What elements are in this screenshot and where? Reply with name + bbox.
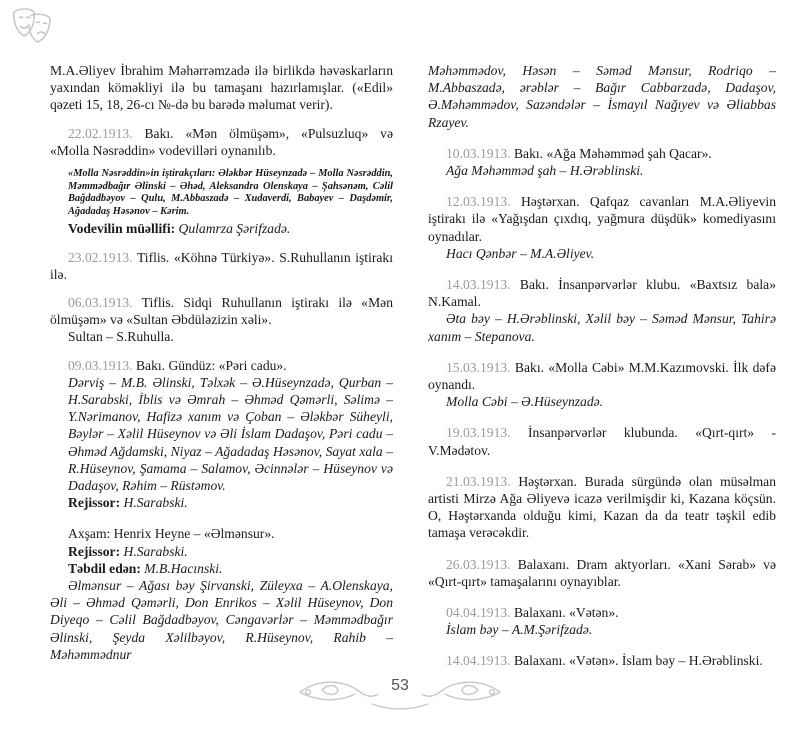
entry-date: 06.03.1913.: [68, 295, 133, 310]
entry-paragraph: [428, 359, 776, 393]
cast-list: Əlmənsur – Ağası bəy Şirvanski, Züleyxa – A.Olenskaya, Əli – Əhməd Qəmərli, Don Enrikos – Xəlil Hüseynov, Don Diyeqo – Cəlil Bağdadbəyov, Cəngavərlər – Məmmədbağır Əlinski, Şeyda Xəlilbəyov, R.Hüseynov, Rahib – Məhəmmədnur: [50, 578, 393, 662]
entry-paragraph: [428, 424, 776, 458]
cast-list: Əta bəy – H.Ərəblinski, Xəlil bəy – Səməd Mənsur, Tahirə xanım – Stepanova.: [428, 311, 776, 344]
entry-text: Bakı. Gündüz: «Pəri cadu».: [132, 357, 287, 373]
entry-text: Bakı. «Ağa Məhəmməd şah Qacar».: [510, 145, 712, 161]
translator-line: [50, 560, 393, 577]
cast-line: İslam bəy – A.M.Şərifzadə.: [446, 622, 593, 638]
intro-paragraph: M.A.Əliyev İbrahim Məhərrəmzadə ilə birlikdə həvəskarların yaxından köməkliyi ilə bu tamaşanı hazırlamışlar. («Edil» qəzeti 15, 18, 26-cı №-də bu barədə məlumat verir).: [50, 63, 393, 113]
entry-text: Bakı. «Mən ölmüşəm», «Pulsuzluq» və «Molla Nəsrəddin» vodevilləri oynanılıb.: [50, 125, 393, 158]
cast-list: Məhəmmədov, Həsən – Səməd Mənsur, Rodriqo – M.Abbaszadə, ərəblər – Bağır Cabbarzadə, Dadaşov, Ə.Məhəmmədov, Sazəndələr – İsmayıl Nağıyev və Əliabbas Rzayev.: [428, 63, 776, 130]
entry-12-03-1913: [428, 193, 776, 262]
author-label: Vodevilin müəllifi:: [68, 221, 179, 237]
translator-name: M.B.Hacınski.: [144, 560, 223, 576]
entry-date: 04.04.1913.: [446, 605, 511, 621]
entry-text: Həştərxan. Burada sürgündə olan müsəlman artisti Mirzə Ağa Əliyevə icazə verilmişdir ki, Kazana köçsün. O, Həştərxanda olduğu kimi, Kazan da da teatr təşkil edib tamaşa verəcəkdir.: [428, 473, 776, 541]
entry-text: Balaxanı. Dram aktyorları. «Xani Sərab» və «Qırt-qırt» tamaşalarını oynayıblar.: [428, 556, 776, 589]
cast-line: Sultan – S.Ruhulla.: [68, 329, 174, 345]
author-name: Qulamrza Şərifzadə.: [178, 221, 291, 237]
author-line: [50, 220, 393, 237]
entry-date: 26.03.1913.: [446, 556, 511, 572]
entry-paragraph: [428, 556, 776, 590]
entry-text: Balaxanı. «Vətən». İslam bəy – H.Ərəblinski.: [510, 653, 763, 669]
entry-paragraph: [50, 125, 393, 159]
entry-23-02-1913: [50, 249, 393, 283]
entry-text: Tiflis. Sidqi Ruhullanın iştirakı ilə «Mən ölmüşəm» və «Sultan Əbdüləzizin xəli».: [50, 295, 393, 328]
entry-date: 09.03.1913.: [68, 357, 133, 373]
entry-paragraph: [50, 249, 393, 283]
cast-line: Molla Cəbi – Ə.Hüseynzadə.: [446, 394, 604, 410]
cast-line: Hacı Qənbər – M.A.Əliyev.: [446, 245, 595, 261]
entry-text: Bakı. İnsanpərvərlər klubu. «Baxtsız bala» N.Kamal.: [428, 277, 776, 310]
entry-date: 19.03.1913.: [446, 425, 511, 441]
entry-date: 21.03.1913.: [446, 473, 511, 489]
director-name: H.Sarabski.: [123, 495, 188, 511]
entry-date: 15.03.1913.: [446, 359, 511, 375]
director-label: Rejissor:: [68, 543, 124, 559]
entry-text: Tiflis. «Köhnə Türkiyə». S.Ruhullanın iştirakı ilə.: [50, 249, 393, 282]
cast-line: Ağa Məhəmməd şah – H.Ərəblinski.: [446, 163, 644, 179]
intro-entry: [50, 62, 393, 114]
director-line: [50, 494, 393, 511]
entry-date: 14.04.1913.: [446, 653, 511, 669]
entry-text: Bakı. «Molla Cəbi» M.M.Kazımovski. İlk dəfə oynandı.: [428, 359, 776, 393]
entry-14-03-1913: [428, 276, 776, 345]
director-line: [50, 543, 393, 560]
left-column: [50, 62, 393, 674]
entry-22-02-1913: [50, 125, 393, 238]
cast-list: Dərviş – M.B. Əlinski, Təlxək – Ə.Hüseynzadə, Qurban – H.Sarabski, İblis və Əmrah – Əhməd Qəmərli, Səlimə – Y.Nərimanov, Hafizə xanım və Çoban – Ələkbər Süheyli, Bəylər – Xəlil Hüseynov və Əli İslam Dadaşov, Pəri cadu – Əhməd Ağdamski, Niyaz – Ağadadaş Həsənov, Sayat xala – R.Hüseynov, Şamama – Salamov, Əcinnələr – Hüseynov və Dadaşov, Rəhim – Rüstəmov.: [68, 374, 393, 494]
entry-date: 14.03.1913.: [446, 277, 511, 293]
entry-text: Həştərxan. Qafqaz cavanları M.A.Əliyevin iştirakı ilə «Yağışdan çıxdıq, yağmura düşdük» komediyasını oynadılar.: [428, 194, 776, 244]
entry-text: Axşam: Henrix Heyne – «Əlmənsur».: [68, 526, 275, 542]
entry-date: 12.03.1913.: [446, 194, 511, 210]
entry-date: 10.03.1913.: [446, 145, 511, 161]
entry-text: Balaxanı. «Vətən».: [510, 605, 619, 621]
page-number: 53: [391, 677, 409, 694]
entry-21-03-1913: [428, 473, 776, 542]
entry-26-03-1913: [428, 556, 776, 590]
director-name: H.Sarabski.: [123, 543, 188, 559]
entry-evening: [50, 525, 393, 663]
entry-text: İnsanpərvərlər klubunda. «Qırt-qırt» - V.Mədətov.: [428, 425, 776, 458]
entry-19-03-1913: [428, 424, 776, 458]
entry-paragraph: [428, 145, 776, 162]
entry-paragraph: [428, 473, 776, 542]
entry-06-03-1913: [50, 294, 393, 346]
director-label: Rejissor:: [68, 495, 124, 511]
entry-paragraph: [428, 276, 776, 310]
entry-10-03-1913: [428, 145, 776, 179]
continued-cast: [428, 62, 776, 131]
entry-paragraph: [50, 294, 393, 328]
cast-note: «Molla Nəsrəddin»in iştirakçıları: Ələkbər Hüseynzadə – Molla Nəsrəddin, Məmmədbağır Əlinski – Əhəd, Aleksandra Olenskaya – Şahsənəm, Cəlil Bağdadbəyov – Qulu, M.Abbaszadə – Xudaverdi, Babayev – Daşdəmir, Ağadadaş Həsənov – Kərim.: [68, 168, 393, 217]
theatre-masks-icon: [10, 6, 54, 46]
entry-09-03-1913: [50, 357, 393, 512]
right-column: [428, 62, 776, 681]
entry-date: 22.02.1913.: [68, 125, 133, 141]
entry-paragraph: [50, 357, 393, 374]
entry-04-04-1913: [428, 604, 776, 638]
entry-date: 23.02.1913.: [68, 249, 133, 265]
entry-paragraph: [428, 604, 776, 621]
entry-paragraph: [428, 193, 776, 245]
translator-label: Təbdil edən:: [68, 560, 145, 576]
entry-15-03-1913: [428, 359, 776, 411]
